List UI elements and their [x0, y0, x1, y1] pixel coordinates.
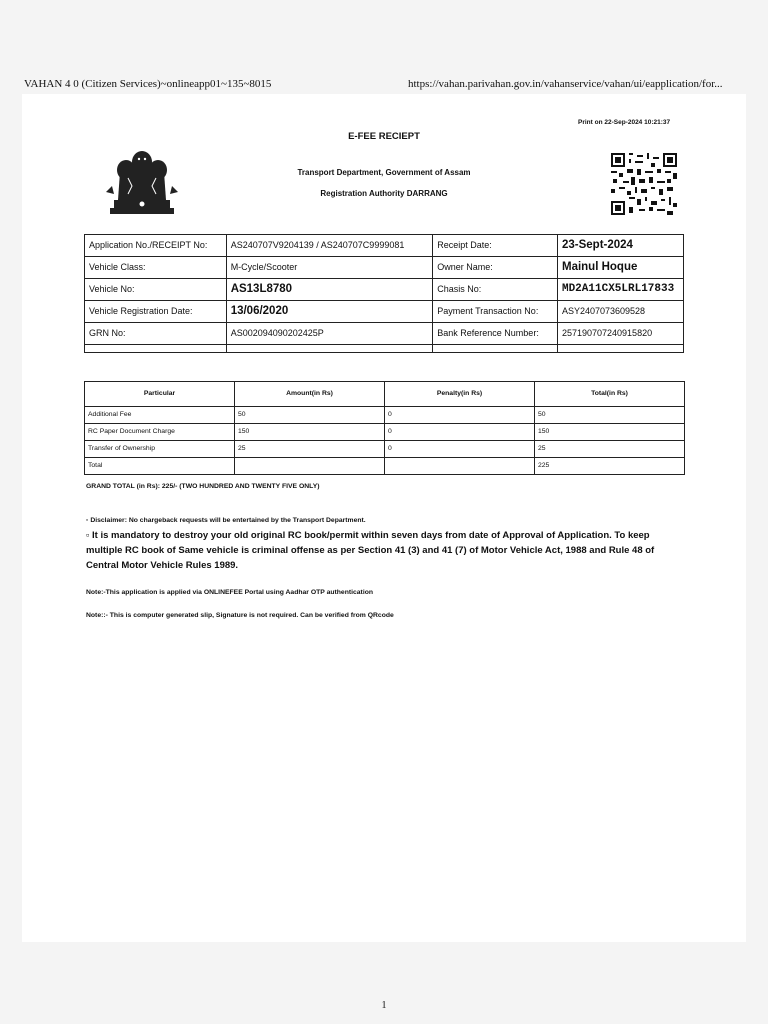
national-emblem-icon	[96, 142, 188, 228]
vehicle-class-label: Vehicle Class:	[85, 257, 227, 279]
fee-cell: 225	[535, 458, 685, 475]
owner-name-label: Owner Name:	[433, 257, 558, 279]
receipt-info-table	[84, 234, 684, 353]
fee-cell: 0	[385, 424, 535, 441]
fee-header-row	[85, 382, 685, 407]
receipt-title: E-FEE RECIEPT	[348, 131, 420, 142]
vehicle-no-label: Vehicle No:	[85, 279, 227, 301]
fee-cell: RC Paper Document Charge	[85, 424, 235, 441]
receipt-date-value: 23-Sept-2024	[557, 235, 683, 257]
payment-transaction-label: Payment Transaction No:	[433, 301, 558, 323]
table-row	[85, 323, 684, 345]
receipt-date-label: Receipt Date:	[433, 235, 558, 257]
mandatory-text: It is mandatory to destroy your old original RC book/permit within seven days from date of Approval of Application. To keep multiple RC book of Same vehicle is criminal offense as per Section 41 (3) and 41 (7) of Motor Vehicle Act, 1988 and Rule 48 of Central Motor Vehicle Rules 1989.	[86, 530, 655, 571]
owner-name-value: Mainul Hoque	[557, 257, 683, 279]
col-amount: Amount(in Rs)	[235, 382, 385, 407]
bank-reference-label: Bank Reference Number:	[433, 323, 558, 345]
browser-title: VAHAN 4 0 (Citizen Services)~onlineapp01~135~8015	[24, 78, 272, 90]
bullet-icon: ▫	[86, 530, 93, 541]
mandatory-notice	[86, 528, 686, 573]
col-particular: Particular	[85, 382, 235, 407]
bullet-icon: ▫	[86, 517, 91, 524]
application-no-label: Application No./RECEIPT No:	[85, 235, 227, 257]
vehicle-class-value: M-Cycle/Scooter	[226, 257, 433, 279]
qr-code	[611, 153, 677, 215]
fee-cell: 150	[235, 424, 385, 441]
table-row	[85, 301, 684, 323]
col-total: Total(in Rs)	[535, 382, 685, 407]
disclaimer-text: Disclaimer: No chargeback requests will be entertained by the Transport Department.	[90, 517, 366, 524]
application-no-value: AS240707V9204139 / AS240707C9999081	[226, 235, 433, 257]
print-timestamp: Print on 22-Sep-2024 10:21:37	[578, 119, 671, 126]
registration-authority: Registration Authority DARRANG	[320, 189, 448, 198]
fee-cell: Transfer of Ownership	[85, 441, 235, 458]
table-row	[85, 235, 684, 257]
registration-date-label: Vehicle Registration Date:	[85, 301, 227, 323]
note-aadhar: Note:-This application is applied via ONLINEFEE Portal using Aadhar OTP authentication	[86, 589, 374, 596]
fee-cell: 25	[535, 441, 685, 458]
page-number: 1	[381, 1000, 387, 1011]
chasis-no-label: Chasis No:	[433, 279, 558, 301]
fee-cell: Total	[85, 458, 235, 475]
disclaimer	[86, 517, 366, 524]
fee-cell: 150	[535, 424, 685, 441]
fee-cell: 50	[535, 407, 685, 424]
grn-no-label: GRN No:	[85, 323, 227, 345]
table-row	[85, 279, 684, 301]
fee-cell: 25	[235, 441, 385, 458]
browser-url[interactable]: https://vahan.parivahan.gov.in/vahanservice/vahan/ui/eapplication/for...	[408, 78, 723, 90]
chasis-no-value: MD2A11CX5LRL17833	[557, 279, 683, 301]
vehicle-no-value: AS13L8780	[226, 279, 433, 301]
col-penalty: Penalty(in Rs)	[385, 382, 535, 407]
table-row	[85, 257, 684, 279]
fee-cell: 50	[235, 407, 385, 424]
table-row	[85, 441, 685, 458]
fee-table	[84, 381, 685, 475]
grand-total: GRAND TOTAL (in Rs): 225/- (TWO HUNDRED AND TWENTY FIVE ONLY)	[86, 483, 320, 490]
bank-reference-value: 257190707240915820	[557, 323, 683, 345]
fee-cell: 0	[385, 441, 535, 458]
fee-cell	[385, 458, 535, 475]
table-row	[85, 345, 684, 353]
fee-cell	[235, 458, 385, 475]
payment-transaction-value: ASY2407073609528	[557, 301, 683, 323]
grn-no-value: AS002094090202425P	[226, 323, 433, 345]
table-row	[85, 424, 685, 441]
fee-cell: 0	[385, 407, 535, 424]
registration-date-value: 13/06/2020	[226, 301, 433, 323]
table-row	[85, 458, 685, 475]
table-row	[85, 407, 685, 424]
department-name: Transport Department, Government of Assam	[297, 168, 471, 177]
fee-cell: Additional Fee	[85, 407, 235, 424]
note-computer-generated: Note::- This is computer generated slip, Signature is not required. Can be verified from QRcode	[86, 612, 394, 619]
